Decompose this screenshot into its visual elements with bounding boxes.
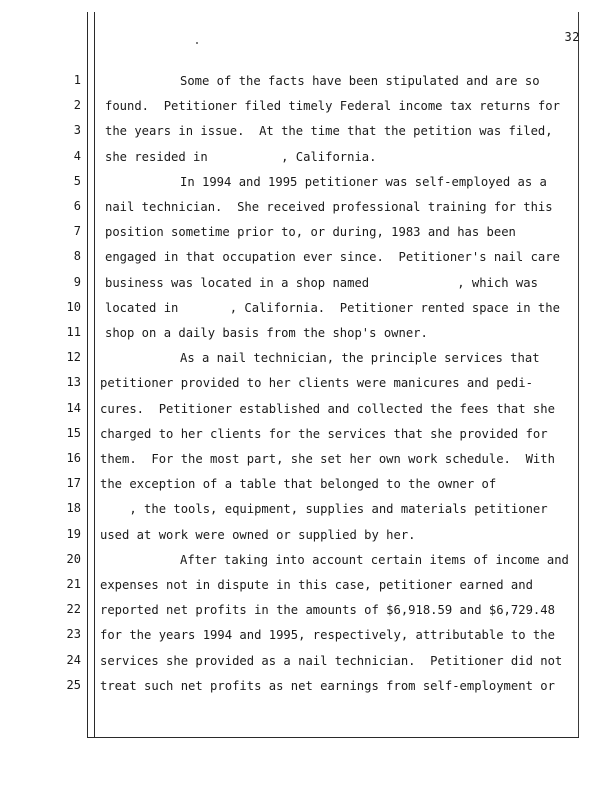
margin-rule-left-outer — [87, 12, 88, 738]
line-number: 5 — [73, 173, 81, 188]
body-text-line: treat such net profits as net earnings from self-employment or — [100, 678, 555, 693]
line-number: 18 — [66, 501, 81, 516]
body-text-line: In 1994 and 1995 petitioner was self-employed as a — [180, 174, 547, 189]
line-number: 20 — [66, 551, 81, 566]
line-number: 24 — [66, 652, 81, 667]
line-number: 13 — [66, 375, 81, 390]
line-number: 19 — [66, 526, 81, 541]
line-number: 8 — [73, 249, 81, 264]
body-text-line: , the tools, equipment, supplies and materials petitioner — [100, 502, 548, 517]
scan-speck — [196, 42, 198, 44]
line-number: 16 — [66, 451, 81, 465]
line-number: 14 — [66, 400, 81, 415]
margin-rule-left-inner — [94, 12, 95, 738]
body-text-line: used at work were owned or supplied by her. — [100, 527, 416, 542]
body-text-line: After taking into account certain items of income and — [180, 552, 569, 567]
line-number: 15 — [66, 425, 81, 440]
line-number: 10 — [66, 299, 81, 314]
margin-rule-bottom — [87, 737, 579, 738]
line-number: 7 — [73, 224, 81, 239]
body-text-line: Some of the facts have been stipulated and are so — [180, 74, 540, 88]
body-text-line: cures. Petitioner established and collected the fees that she — [100, 401, 555, 416]
line-number: 4 — [73, 148, 81, 163]
line-number: 12 — [66, 350, 81, 365]
body-text-line: business was located in a shop named , which was — [105, 275, 538, 290]
body-text-line: for the years 1994 and 1995, respectively, attributable to the — [100, 628, 555, 643]
body-text-line: the exception of a table that belonged to the owner of — [100, 477, 497, 492]
body-text-line: she resided in , California. — [105, 149, 377, 164]
body-text-line: nail technician. She received professional training for this — [105, 200, 553, 214]
line-number: 9 — [73, 274, 81, 289]
line-number: 22 — [66, 602, 81, 617]
page-number: 32 — [564, 30, 580, 44]
line-number: 2 — [73, 98, 81, 113]
body-text-line: As a nail technician, the principle services that — [180, 351, 540, 366]
line-number: 11 — [66, 325, 81, 339]
body-text-line: located in , California. Petitioner rented space in the — [105, 300, 560, 315]
line-number: 23 — [66, 627, 81, 642]
body-text-line: engaged in that occupation ever since. Petitioner's nail care — [105, 250, 560, 265]
body-text-line: expenses not in dispute in this case, petitioner earned and — [100, 578, 533, 592]
line-number: 25 — [66, 677, 81, 692]
line-number: 6 — [73, 199, 81, 213]
line-number: 21 — [66, 577, 81, 591]
body-text-line: charged to her clients for the services that she provided for — [100, 426, 548, 441]
body-text-line: shop on a daily basis from the shop's owner. — [105, 326, 428, 340]
body-text-line: services she provided as a nail technician. Petitioner did not — [100, 653, 563, 668]
line-number: 3 — [73, 123, 81, 138]
body-text-line: position sometime prior to, or during, 1983 and has been — [105, 225, 516, 240]
body-text-line: reported net profits in the amounts of $6,918.59 and $6,729.48 — [100, 603, 555, 618]
body-text-line: the years in issue. At the time that the petition was filed, — [105, 124, 553, 139]
body-text-line: petitioner provided to her clients were manicures and pedi- — [100, 376, 533, 391]
margin-rule-right — [578, 12, 579, 738]
body-text-line: found. Petitioner filed timely Federal income tax returns for — [105, 99, 560, 114]
line-number: 17 — [66, 476, 81, 491]
body-text-line: them. For the most part, she set her own work schedule. With — [100, 452, 555, 466]
line-number: 1 — [73, 73, 81, 87]
